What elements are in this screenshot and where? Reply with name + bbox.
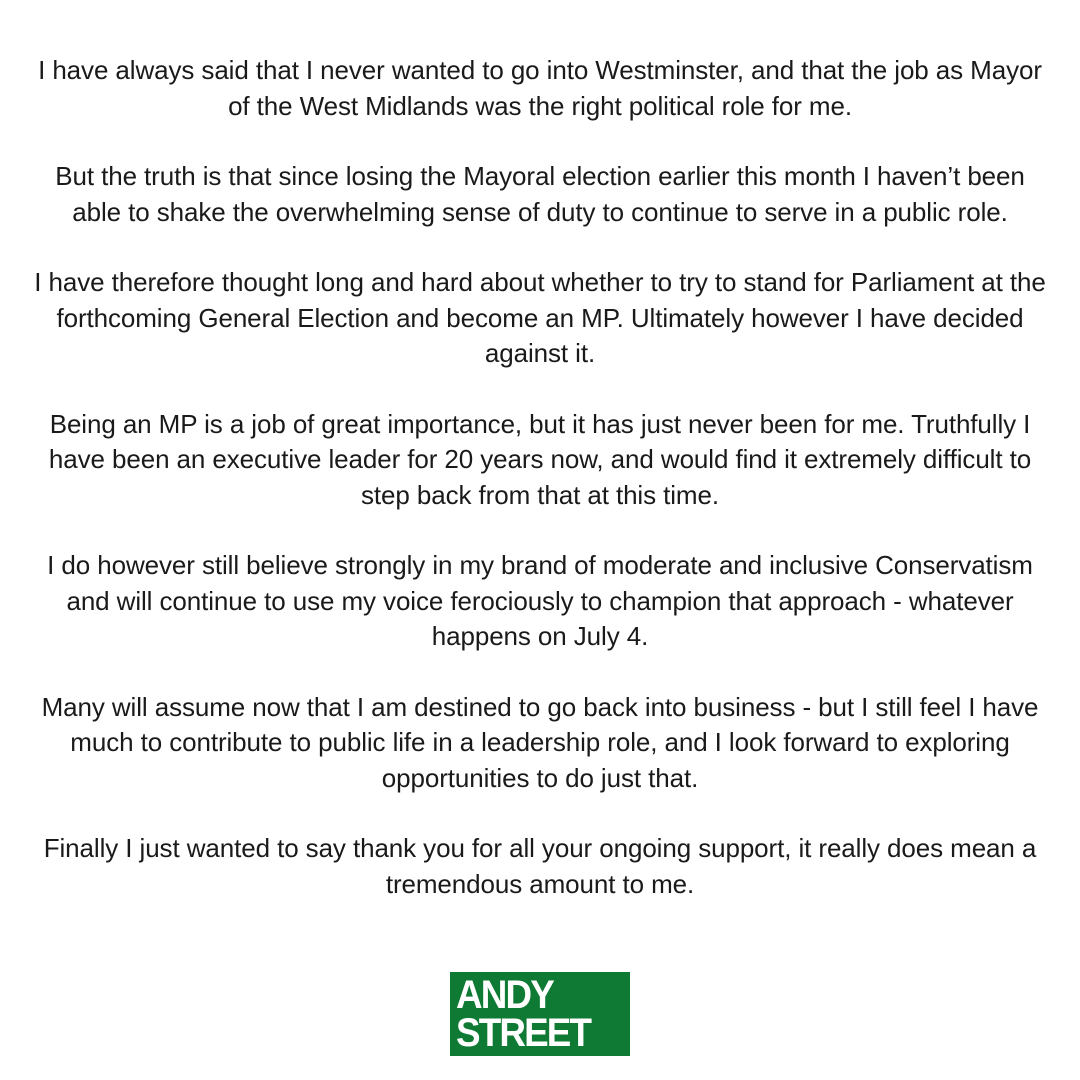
- statement-paragraph-7: Finally I just wanted to say thank you for all your ongoing support, it really does mean a tremendous amount to me.: [43, 833, 1037, 899]
- andy-street-logo: [450, 972, 630, 1056]
- statement-paragraph-5: I do however still believe strongly in my brand of moderate and inclusive Conservatism and will continue to use my voice ferociously to champion that approach - whatever happens on July 4.: [47, 550, 1033, 651]
- statement-paragraph-6: Many will assume now that I am destined to go back into business - but I still feel I have much to contribute to public life in a leadership role, and I look forward to exploring opportunities to do just that.: [41, 691, 1039, 793]
- statement-body: [30, 53, 1050, 937]
- logo-line-first-name: ANDY: [456, 973, 553, 1017]
- statement-paragraph-4: Being an MP is a job of great importance, but it has just never been for me. Truthfully I have been an executive leader for 20 years now, and would find it extremely difficult to step back from that at this time.: [48, 408, 1032, 510]
- statement-paragraph-1: I have always said that I never wanted to go into Westminster, and that the job as Mayor of the West Midlands was the right political role for me.: [38, 55, 1042, 121]
- logo-line-last-name: STREET: [456, 1011, 591, 1055]
- statement-paragraph-2: But the truth is that since losing the Mayoral election earlier this month I haven’t been able to shake the overwhelming sense of duty to continue to serve in a public role.: [55, 161, 1025, 227]
- statement-paragraph-3: I have therefore thought long and hard about whether to try to stand for Parliament at the forthcoming General Election and become an MP. Ultimately however I have decided against it.: [34, 267, 1046, 368]
